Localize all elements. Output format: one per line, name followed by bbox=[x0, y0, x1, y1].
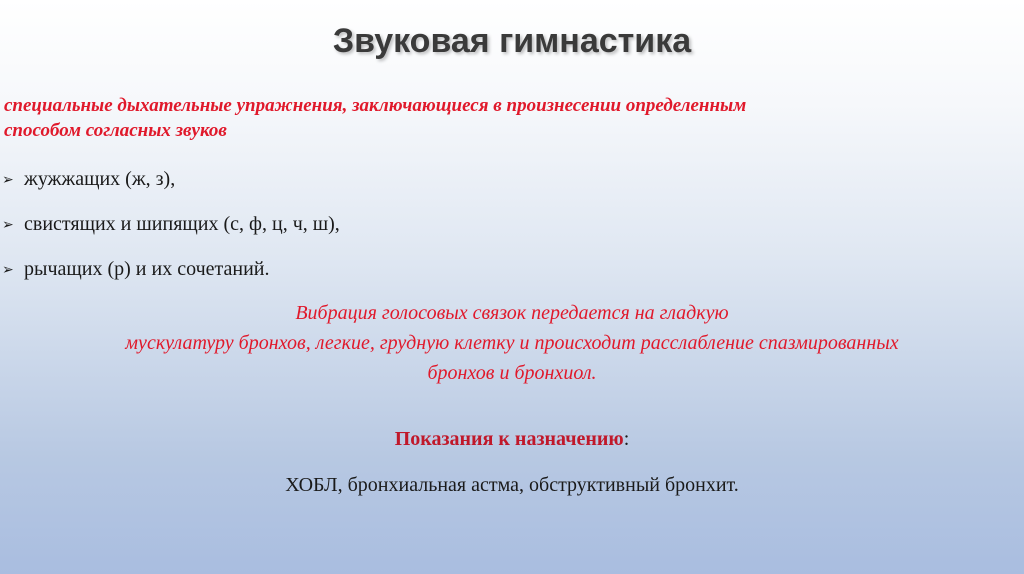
note-line-1: Вибрация голосовых связок передается на гладкую bbox=[295, 302, 729, 324]
note-line-2: мускулатуру бронхов, легкие, грудную клетку и происходит расслабление спазмированных bbox=[125, 332, 899, 354]
indications-heading bbox=[0, 428, 1024, 451]
definition-text bbox=[4, 93, 1014, 143]
arrow-bullet-icon: ➢ bbox=[2, 263, 14, 278]
vibration-note bbox=[0, 298, 1024, 388]
slide-title: Звуковая гимнастика bbox=[332, 22, 692, 60]
list-item bbox=[2, 258, 340, 303]
definition-line-2: способом согласных звуков bbox=[4, 120, 227, 141]
indications-colon: : bbox=[623, 428, 630, 450]
list-item-text: жужжащих (ж, з), bbox=[24, 168, 176, 190]
note-line-3: бронхов и бронхиол. bbox=[427, 362, 597, 384]
list-item bbox=[2, 168, 340, 213]
list-item-text: свистящих и шипящих (с, ф, ц, ч, ш), bbox=[24, 213, 340, 235]
list-item-text: рычащих (р) и их сочетаний. bbox=[24, 258, 270, 280]
arrow-bullet-icon: ➢ bbox=[2, 173, 14, 188]
indications-label: Показания к назначению bbox=[394, 428, 624, 450]
definition-line-1: специальные дыхательные упражнения, заключающиеся в произнесении определенным bbox=[4, 95, 747, 116]
diagnoses-text: ХОБЛ, бронхиальная астма, обструктивный бронхит. bbox=[285, 474, 739, 496]
arrow-bullet-icon: ➢ bbox=[2, 218, 14, 233]
sound-types-list bbox=[2, 168, 340, 303]
list-item bbox=[2, 213, 340, 258]
